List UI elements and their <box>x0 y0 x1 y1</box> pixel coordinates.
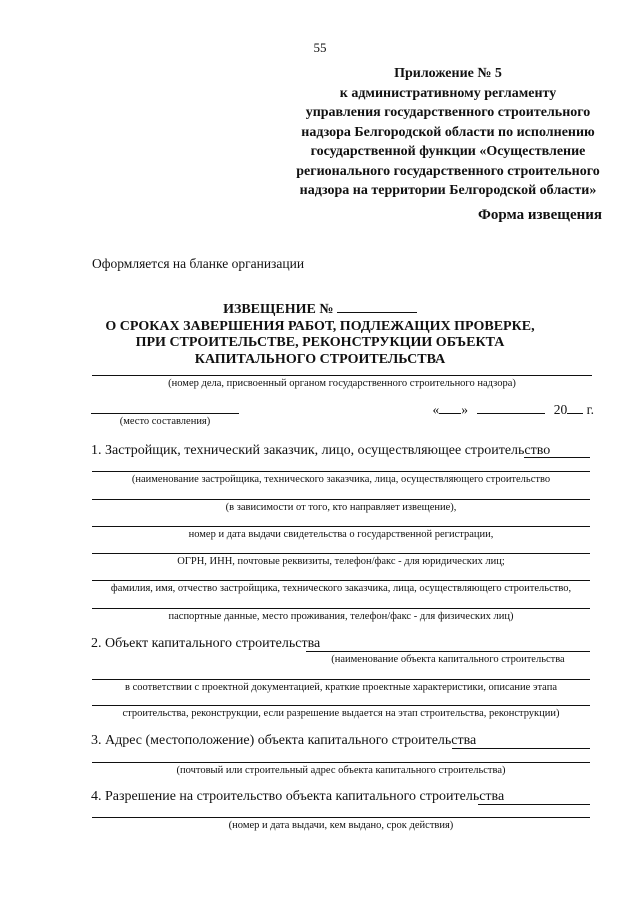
notice-number-field[interactable] <box>337 300 417 313</box>
section1-caption: (наименование застройщика, технического заказчика, лица, осуществляющего строительство <box>131 474 551 485</box>
section4-caption: (номер и дата выдачи, кем выдано, срок действия) <box>228 820 454 831</box>
form-name: Форма извещения <box>477 207 602 223</box>
section1-caption: паспортные данные, место проживания, телефон/факс - для физических лиц) <box>168 611 514 622</box>
appendix-header <box>290 64 606 201</box>
section2-inline-field[interactable] <box>306 651 590 652</box>
section2-field[interactable] <box>92 705 590 706</box>
section3-caption: (почтовый или строительный адрес объекта капитального строительства) <box>176 765 506 776</box>
section1-field[interactable] <box>92 553 590 554</box>
section2-caption: в соответствии с проектной документацией, краткие проектные характеристики, описание этапа <box>125 682 557 693</box>
year-suffix: г. <box>586 402 594 417</box>
section2-label: 2. Объект капитального строительства <box>91 636 321 651</box>
appendix-line: регионального государственного строительного <box>296 163 600 179</box>
appendix-line: государственной функции «Осуществление <box>310 144 586 159</box>
title-notice-label: ИЗВЕЩЕНИЕ № <box>223 302 334 317</box>
section1-caption: фамилия, имя, отчество застройщика, технического заказчика, лица, осуществляющего строительство, <box>110 583 572 594</box>
section1-field[interactable] <box>92 608 590 609</box>
section2-caption: (наименование объекта капитального строительства <box>331 654 565 665</box>
section4-label: 4. Разрешение на строительство объекта капитального строительства <box>91 789 505 804</box>
section1-caption: номер и дата выдачи свидетельства о государственной регистрации, <box>188 529 494 540</box>
title-line: ПРИ СТРОИТЕЛЬСТВЕ, РЕКОНСТРУКЦИИ ОБЪЕКТА <box>135 335 505 350</box>
appendix-line: управления государственного строительного <box>305 105 591 120</box>
section3-inline-field[interactable] <box>452 748 590 749</box>
section3-label: 3. Адрес (местоположение) объекта капитального строительства <box>91 733 477 748</box>
section1-field[interactable] <box>92 526 590 527</box>
year-field[interactable] <box>567 403 583 414</box>
date-close-quote: » <box>461 402 468 417</box>
appendix-line: надзора Белгородской области по исполнению <box>301 124 595 140</box>
blank-note: Оформляется на бланке организации <box>92 256 305 271</box>
section1-caption: (в зависимости от того, кто направляет извещение), <box>225 502 457 513</box>
document-title <box>0 300 640 368</box>
case-number-field[interactable] <box>92 375 592 376</box>
date-open-quote: « <box>432 402 440 417</box>
section1-inline-field[interactable] <box>524 457 590 458</box>
title-line: О СРОКАХ ЗАВЕРШЕНИЯ РАБОТ, ПОДЛЕЖАЩИХ ПРОВЕРКЕ, <box>105 318 535 334</box>
place-field[interactable] <box>91 413 239 414</box>
section1-label: 1. Застройщик, технический заказчик, лицо, осуществляющее строительство <box>91 443 551 458</box>
appendix-line: надзора на территории Белгородской области» <box>299 183 597 198</box>
section3-field[interactable] <box>92 762 590 763</box>
place-caption: (место составления) <box>119 416 211 427</box>
case-number-caption: (номер дела, присвоенный органом государственного строительного надзора) <box>168 378 516 389</box>
year-prefix: 20 <box>553 402 568 417</box>
section2-caption: строительства, реконструкции, если разрешение выдается на этап строительства, реконструкции) <box>122 708 560 719</box>
section1-caption: ОГРН, ИНН, почтовые реквизиты, телефон/факс - для юридических лиц; <box>177 556 505 567</box>
section4-field[interactable] <box>92 817 590 818</box>
page-number: 55 <box>313 40 327 55</box>
month-field[interactable] <box>477 403 545 414</box>
day-field[interactable] <box>439 403 461 414</box>
appendix-line: к административному регламенту <box>339 85 557 101</box>
section4-inline-field[interactable] <box>478 804 590 805</box>
section2-field[interactable] <box>92 679 590 680</box>
date-line <box>432 402 594 418</box>
appendix-line: Приложение № 5 <box>394 66 502 81</box>
section1-field[interactable] <box>92 580 590 581</box>
section1-field[interactable] <box>92 471 590 472</box>
section1-field[interactable] <box>92 499 590 500</box>
title-line: КАПИТАЛЬНОГО СТРОИТЕЛЬСТВА <box>194 351 446 367</box>
